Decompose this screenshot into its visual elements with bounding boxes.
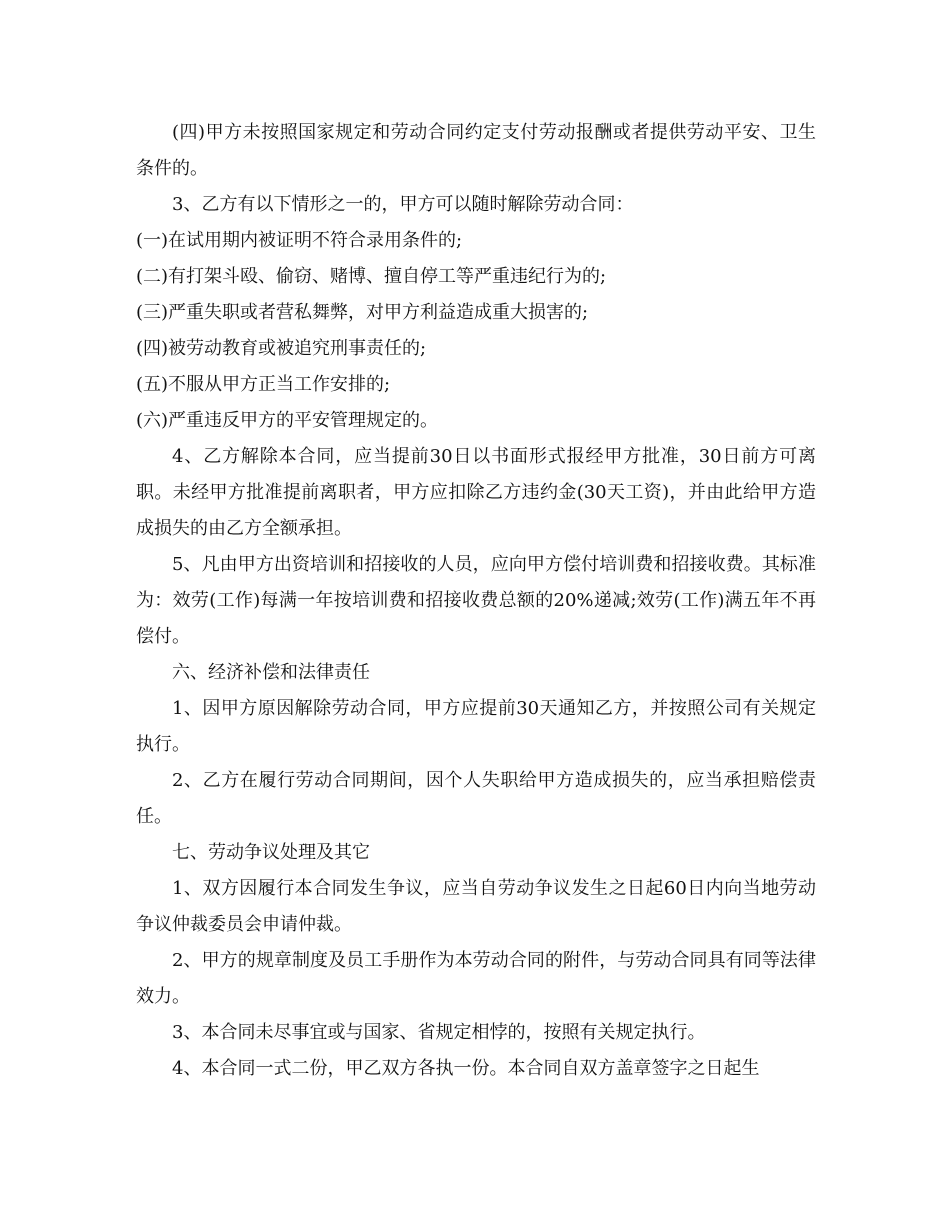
paragraph-item-4: (四)被劳动教育或被追究刑事责任的; bbox=[136, 338, 427, 359]
section-heading-disputes: 七、劳动争议处理及其它 bbox=[172, 842, 370, 863]
paragraph-clause-4-resignation: 4、乙方解除本合同，应当提前30日以书面形式报经甲方批准，30日前方可离职。未经甲方批准提前离职者，甲方应扣除乙方违约金(30天工资)，并由此给甲方造成损失的由乙方全额承担。 bbox=[136, 446, 816, 539]
paragraph-item-3: (三)严重失职或者营私舞弊，对甲方利益造成重大损害的; bbox=[136, 302, 589, 323]
paragraph-clause-5-training: 5、凡由甲方出资培训和招接收的人员，应向甲方偿付培训费和招接收费。其标准为：效劳(工作)每满一年按培训费和招接收费总额的20%递减;效劳(工作)满五年不再偿付。 bbox=[136, 554, 816, 647]
paragraph-disputes-4: 4、本合同一式二份，甲乙双方各执一份。本合同自双方盖章签字之日起生 bbox=[172, 1058, 760, 1079]
paragraph-compensation-1: 1、因甲方原因解除劳动合同，甲方应提前30天通知乙方，并按照公司有关规定执行。 bbox=[136, 698, 816, 755]
paragraph-disputes-1: 1、双方因履行本合同发生争议，应当自劳动争议发生之日起60日内向当地劳动争议仲裁委员会申请仲裁。 bbox=[136, 878, 816, 935]
document-body bbox=[136, 115, 816, 1087]
section-heading-compensation: 六、经济补偿和法律责任 bbox=[172, 662, 370, 683]
paragraph-clause-4-payment: (四)甲方未按照国家规定和劳动合同约定支付劳动报酬或者提供劳动平安、卫生条件的。 bbox=[136, 122, 816, 179]
paragraph-item-2: (二)有打架斗殴、偷窃、赌博、擅自停工等严重违纪行为的; bbox=[136, 266, 607, 287]
paragraph-compensation-2: 2、乙方在履行劳动合同期间，因个人失职给甲方造成损失的，应当承担赔偿责任。 bbox=[136, 770, 816, 827]
paragraph-item-6: (六)严重违反甲方的平安管理规定的。 bbox=[136, 410, 439, 431]
paragraph-item-5: (五)不服从甲方正当工作安排的; bbox=[136, 374, 391, 395]
paragraph-item-1: (一)在试用期内被证明不符合录用条件的; bbox=[136, 230, 463, 251]
paragraph-disputes-3: 3、本合同未尽事宜或与国家、省规定相悖的，按照有关规定执行。 bbox=[172, 1022, 706, 1043]
paragraph-disputes-2: 2、甲方的规章制度及员工手册作为本劳动合同的附件，与劳动合同具有同等法律效力。 bbox=[136, 950, 816, 1007]
paragraph-clause-3-intro: 3、乙方有以下情形之一的，甲方可以随时解除劳动合同： bbox=[172, 194, 634, 215]
